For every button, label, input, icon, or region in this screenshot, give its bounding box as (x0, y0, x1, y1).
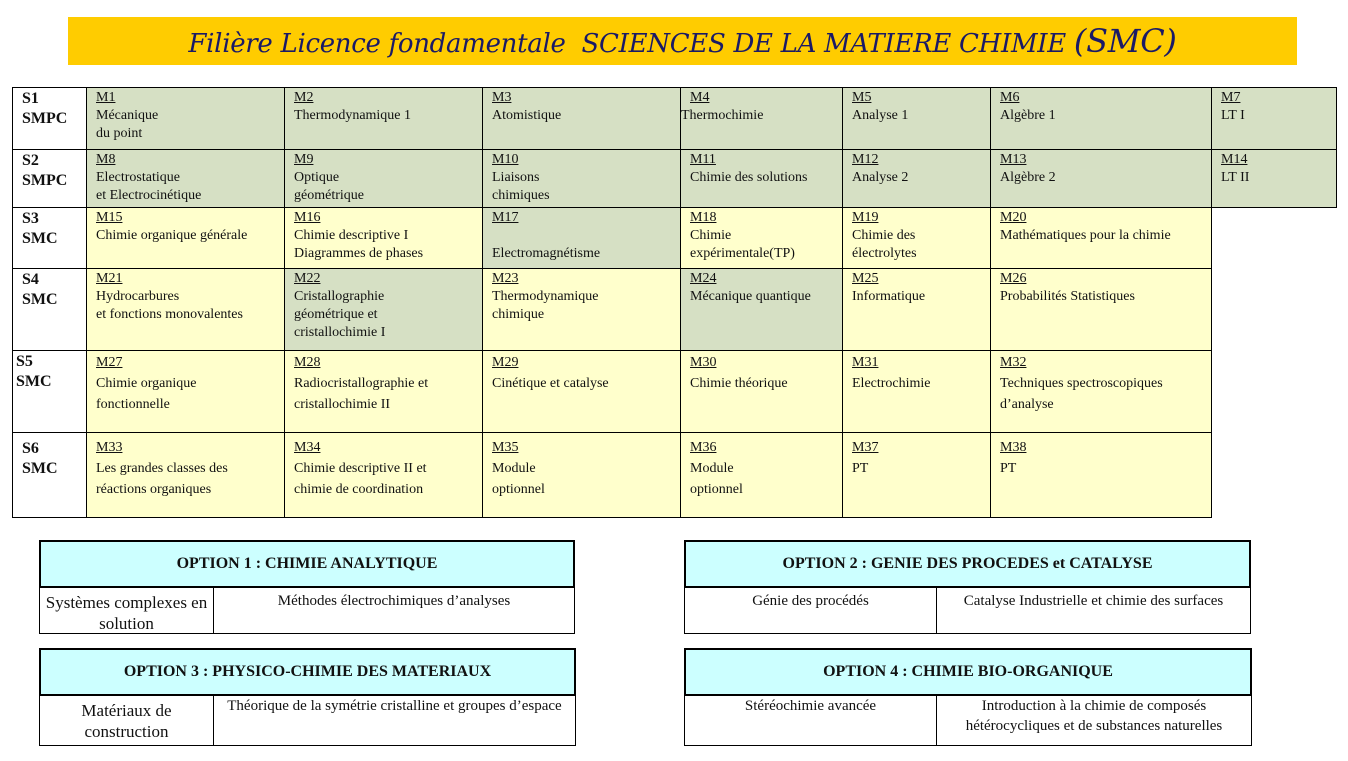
module-title: Hydrocarbures et fonctions monovalentes (96, 289, 243, 322)
module-title: LT II (1221, 170, 1250, 185)
module-cell (990, 350, 1212, 433)
module-code: M31 (852, 355, 879, 370)
module-code: M15 (96, 210, 123, 225)
module-title: Electromagnétisme (492, 246, 601, 261)
option-2-left: Génie des procédés (684, 587, 937, 634)
module-title: Chimie descriptive II et chimie de coordination (294, 461, 427, 497)
module-cell (680, 350, 843, 433)
module-title: Analyse 1 (852, 108, 909, 123)
module-title: Thermodynamique 1 (294, 108, 412, 123)
module-title: Cinétique et catalyse (492, 376, 609, 391)
module-cell (482, 350, 681, 433)
module-code: M22 (294, 271, 321, 286)
module-title: Chimie organique générale (96, 228, 248, 243)
module-code: M1 (96, 90, 116, 105)
module-cell (86, 149, 285, 208)
module-title: Atomistique (492, 108, 562, 123)
module-cell (482, 268, 681, 351)
semester-label-s5: S5 SMC (12, 350, 87, 433)
module-code: M12 (852, 152, 879, 167)
module-cell (482, 149, 681, 208)
module-title: Liaisons chimiques (492, 170, 550, 203)
module-title: Chimie descriptive I Diagrammes de phases (294, 228, 424, 261)
module-title: Module optionnel (492, 461, 545, 497)
module-title: Techniques spectroscopiques d’analyse (1000, 376, 1163, 412)
option-4-right: Introduction à la chimie de composés hétérocycliques et de substances naturelles (936, 695, 1252, 746)
module-code: M4 (690, 90, 710, 105)
module-title: Thermochimie (681, 108, 764, 123)
module-code: M27 (96, 355, 123, 370)
module-code: M8 (96, 152, 116, 167)
module-cell (842, 350, 991, 433)
module-title: Chimie organique fonctionnelle (96, 376, 197, 412)
module-code: M33 (96, 440, 123, 455)
module-title: Module optionnel (690, 461, 743, 497)
module-code: M24 (690, 271, 717, 286)
module-title: Thermodynamique chimique (492, 289, 599, 322)
module-title: Cristallographie géométrique et cristallochimie I (294, 289, 386, 340)
module-code: M35 (492, 440, 519, 455)
module-title: Radiocristallographie et cristallochimie II (294, 376, 429, 412)
option-4-left: Stéréochimie avancée (684, 695, 937, 746)
module-cell (482, 207, 681, 269)
semester-label-s4: S4 SMC (12, 268, 87, 351)
module-title: Chimie des électrolytes (852, 228, 917, 261)
module-title: Electrochimie (852, 376, 931, 391)
module-cell (680, 432, 843, 518)
module-code: M2 (294, 90, 314, 105)
module-code: M11 (690, 152, 716, 167)
module-code: M34 (294, 440, 321, 455)
module-code: M14 (1221, 152, 1248, 167)
module-code: M38 (1000, 440, 1027, 455)
module-code: M3 (492, 90, 512, 105)
module-title: Mécanique quantique (690, 289, 811, 304)
module-code: M6 (1000, 90, 1020, 105)
option-1-right: Méthodes électrochimiques d’analyses (213, 587, 575, 634)
module-title: Chimie des solutions (690, 170, 808, 185)
module-code: M30 (690, 355, 717, 370)
module-code: M20 (1000, 210, 1027, 225)
option-2-header: OPTION 2 : GENIE DES PROCEDES et CATALYSE (684, 540, 1251, 588)
module-cell (990, 432, 1212, 518)
module-code: M10 (492, 152, 519, 167)
semester-label-s2: S2 SMPC (12, 149, 87, 208)
module-cell (86, 350, 285, 433)
module-code: M19 (852, 210, 879, 225)
module-title: PT (1000, 461, 1017, 476)
module-title: LT I (1221, 108, 1245, 123)
module-title: Optique géométrique (294, 170, 364, 203)
option-3-header: OPTION 3 : PHYSICO-CHIMIE DES MATERIAUX (39, 648, 576, 696)
module-title: Informatique (852, 289, 926, 304)
module-cell (842, 268, 991, 351)
semester-label-s1: S1 SMPC (12, 87, 87, 150)
title-main: Filière Licence fondamentale SCIENCES DE LA MATIERE CHIMIE (188, 29, 1074, 59)
module-code: M21 (96, 271, 123, 286)
module-cell (842, 432, 991, 518)
module-cell (86, 87, 285, 150)
module-cell (842, 149, 991, 208)
module-cell (284, 350, 483, 433)
module-cell (86, 432, 285, 518)
module-code: M32 (1000, 355, 1027, 370)
module-title: Electrostatique et Electrocinétique (96, 170, 202, 203)
module-code: M7 (1221, 90, 1241, 105)
module-code: M25 (852, 271, 879, 286)
module-cell (284, 432, 483, 518)
title-banner (68, 17, 1297, 65)
module-code: M18 (690, 210, 717, 225)
module-cell (1211, 87, 1337, 150)
title-smc: (SMC) (1073, 22, 1177, 60)
module-title: Analyse 2 (852, 170, 909, 185)
module-cell (482, 432, 681, 518)
module-cell (482, 87, 681, 150)
module-code: M36 (690, 440, 717, 455)
module-code: M5 (852, 90, 872, 105)
module-cell (680, 268, 843, 351)
semester-label-s6: S6 SMC (12, 432, 87, 518)
module-code: M9 (294, 152, 314, 167)
module-cell (86, 207, 285, 269)
module-title: Algèbre 1 (1000, 108, 1056, 123)
module-code: M13 (1000, 152, 1027, 167)
module-title: Probabilités Statistiques (1000, 289, 1135, 304)
module-cell (990, 149, 1212, 208)
semester-label-s3: S3 SMC (12, 207, 87, 269)
module-cell (284, 207, 483, 269)
module-cell (990, 268, 1212, 351)
module-code: M28 (294, 355, 321, 370)
module-cell (284, 87, 483, 150)
option-2-right: Catalyse Industrielle et chimie des surfaces (936, 587, 1251, 634)
module-code: M16 (294, 210, 321, 225)
module-cell (842, 87, 991, 150)
page-title (188, 22, 1176, 60)
module-cell (284, 149, 483, 208)
module-cell (680, 207, 843, 269)
module-title: Chimie théorique (690, 376, 788, 391)
module-code: M29 (492, 355, 519, 370)
module-code: M26 (1000, 271, 1027, 286)
option-3-left: Matériaux de construction (39, 695, 214, 746)
module-title: PT (852, 461, 869, 476)
module-cell (86, 268, 285, 351)
module-cell (284, 268, 483, 351)
option-1-header: OPTION 1 : CHIMIE ANALYTIQUE (39, 540, 575, 588)
module-code: M37 (852, 440, 879, 455)
module-title: Mécanique du point (96, 108, 159, 141)
module-title: Chimie expérimentale(TP) (690, 228, 795, 261)
option-1-left: Systèmes complexes en solution (39, 587, 214, 634)
module-title: Algèbre 2 (1000, 170, 1056, 185)
module-code: M23 (492, 271, 519, 286)
module-cell (680, 149, 843, 208)
option-4-header: OPTION 4 : CHIMIE BIO-ORGANIQUE (684, 648, 1252, 696)
module-code: M17 (492, 210, 519, 225)
module-cell (990, 87, 1212, 150)
module-title: Les grandes classes des réactions organiques (96, 461, 228, 497)
module-cell (680, 87, 843, 150)
module-title: Mathématiques pour la chimie (1000, 228, 1171, 243)
module-cell (1211, 149, 1337, 208)
option-3-right: Théorique de la symétrie cristalline et groupes d’espace (213, 695, 576, 746)
module-cell (842, 207, 991, 269)
module-cell (990, 207, 1212, 269)
